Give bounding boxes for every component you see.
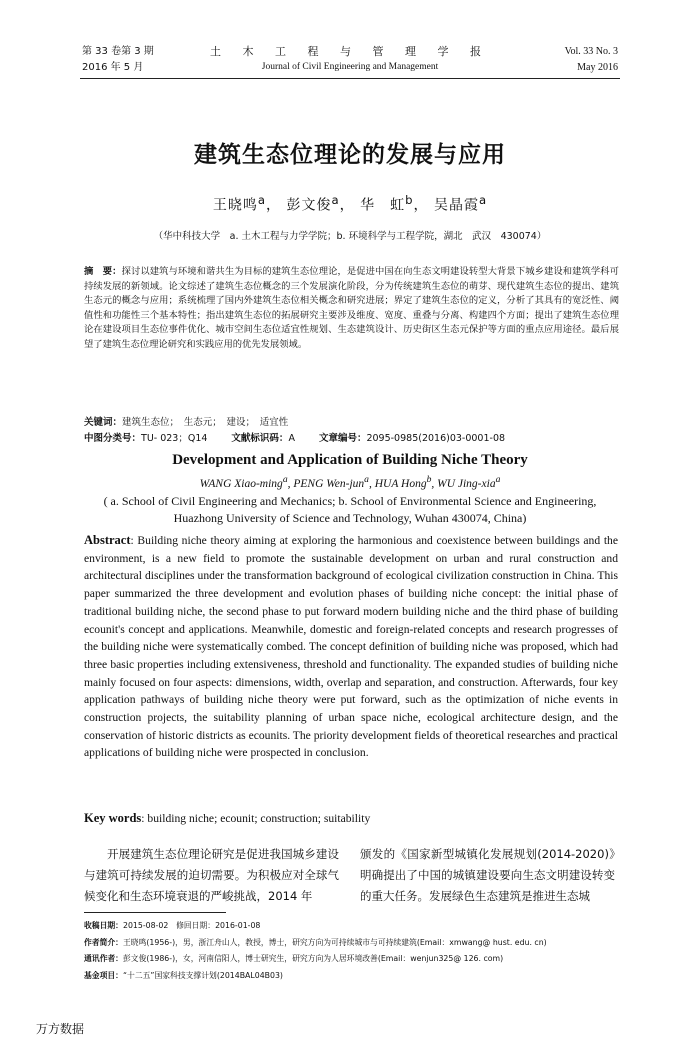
- footnotes: [84, 918, 644, 984]
- author-affil-mark: a: [331, 193, 340, 207]
- author-affil-mark: b: [426, 474, 432, 485]
- paper-title-zh: 建筑生态位理论的发展与应用: [194, 142, 506, 168]
- abstract-en: [84, 532, 618, 762]
- footnote-text: 彭文俊(1986-)，女，河南信阳人，博士研究生，研究方向为人居环境改善(Email：wenjun325@ 126. com): [122, 954, 504, 963]
- clc-value: TU- 023；Q14: [141, 433, 208, 444]
- authors-zh: [0, 193, 700, 215]
- journal-name-zh: 土 木 工 程 与 管 理 学 报: [210, 45, 490, 58]
- paper-title-en: Development and Application of Building Niche Theory: [172, 452, 528, 468]
- author-name: 王晓鸣: [212, 197, 258, 214]
- body-column-right: 颁发的《国家新型城镇化发展规划(2014-2020)》明确提出了中国的城镇建设要向生态文明建设转变的重大任务。发展绿色生态建筑是推进生态城: [360, 847, 615, 903]
- body-column-left: 开展建筑生态位理论研究是促进我国城乡建设与建筑可持续发展的迫切需要。为积极应对全球气候变化和生态环境衰退的严峻挑战，2014 年: [84, 847, 339, 903]
- volume-issue-zh: 第 33 卷第 3 期: [82, 46, 154, 57]
- footnote-divider: [84, 912, 226, 913]
- watermark: 万方数据: [36, 1022, 85, 1036]
- article-id-value: 2095-0985(2016)03-0001-08: [366, 433, 506, 444]
- article-id-label: 文章编号：: [318, 433, 367, 444]
- footnote-text: 2015-08-02 修回日期：2016-01-08: [122, 921, 261, 930]
- abstract-label-en: Abstract: [84, 533, 131, 547]
- authors-en: [0, 474, 700, 490]
- date-en: May 2016: [577, 62, 618, 73]
- footnote-funding: [84, 968, 644, 985]
- keywords-en: [84, 811, 618, 826]
- header-divider: [80, 78, 620, 79]
- author-affil-mark: a: [495, 474, 501, 485]
- footnote-label: 作者简介：: [84, 937, 123, 947]
- author-affil-mark: a: [257, 193, 267, 207]
- header-volume-en: [565, 44, 618, 76]
- journal-name-en: Journal of Civil Engineering and Management: [261, 62, 439, 72]
- author-separator: ,: [368, 477, 375, 490]
- author-name-en: WANG Xiao-ming: [199, 477, 283, 490]
- keywords-text-zh: 建筑生态位； 生态元； 建设； 适宜性: [122, 417, 289, 428]
- keywords-zh: [84, 414, 619, 428]
- author-name-en: PENG Wen-jun: [293, 477, 365, 490]
- classification-line: [84, 430, 644, 444]
- doc-code-label: 文献标识码：: [231, 433, 289, 444]
- footnote-text: “十二五”国家科技支撑计划(2014BAL04B03): [122, 970, 283, 980]
- date-zh: 2016 年 5 月: [82, 62, 144, 73]
- author-affil-mark: a: [478, 193, 488, 207]
- author-separator: ，: [339, 197, 355, 214]
- abstract-text-en: : Building niche theory aiming at exploring the harmonious and coexistence between buildings and the environment, is a new field to promote the sustainable development on urban and rural construction and architectural disciplines under the transformation background of ecological civilization construction in China. This paper summarized the three development and evolution phases of building niche concept: the initial phase of traditional building niche, the second phase to put forward modern building niche and the third phase of building ecounit's concept and applications. Meanwhile, domestic and foreign-related concepts and research progresses of the building niche were systematically combed. The concept definition of building niche was proposed, which had three basic properties including extensiveness, threshold and functionality. The expanded studies of building niche mainly focused on four aspects: dimensions, width, overlap and separation, and construction. Afterwards, four key application pathways of building niche theory were put forward, such as the optimization of niche events in construction projects, the suitability planning of urban space niche, ecological architecture design, and the conservation of historic districts as ecounits. The priority development fields of theoretical researches and practical applications of building niche were prospected in conclusion.: [84, 534, 618, 760]
- footnote-corresponding: [84, 951, 644, 968]
- doc-code-value: A: [288, 433, 295, 444]
- author-name: 吴晶霞: [433, 197, 479, 214]
- author-separator: ,: [431, 477, 438, 490]
- author-separator: ,: [287, 477, 294, 490]
- abstract-text-zh: 探讨以建筑与环境和谐共生为目标的建筑生态位理论，是促进中国在向生态文明建设转型大背景下城乡建设和建筑学科可持续发展的新领域。论文综述了建筑生态位概念的三个发展演化阶段，分为传统建筑生态位的萌芽、现代建筑生态位的提出、建筑生态元的概念与应用；系统梳理了国内外建筑生态位相关概念和研究进展；界定了建筑生态位的定义，分析了其具有的宽泛性、阈值性和功能性三个基本特性；指出建筑生态位的拓展研究主要涉及维度、宽度、重叠与分离、构建四个方面；提出了建筑生态位理论在建设项目生态位事件优化、城市空间生态位适宜性规划、生态建筑设计、历史街区生态元保护等方面的重点应用途径。最后展望了建筑生态位理论研究和实践应用的优先发展领域。: [84, 266, 619, 350]
- author-name: 彭文俊: [286, 197, 332, 214]
- footnote-received: [84, 918, 644, 935]
- footnote-label: 收稿日期：: [84, 921, 123, 930]
- abstract-zh: [84, 265, 619, 353]
- author-affil-mark: a: [282, 474, 288, 485]
- author-affil-mark: b: [405, 193, 414, 207]
- volume-issue-en: Vol. 33 No. 3: [564, 46, 618, 57]
- keywords-label-zh: 关键词：: [84, 417, 123, 428]
- footnote-author-bio: [84, 935, 644, 952]
- author-name: 华 虹: [360, 197, 406, 214]
- author-name-en: WU Jing-xia: [437, 477, 496, 490]
- clc-label: 中图分类号：: [84, 433, 142, 444]
- footnote-text: 王晓鸣(1956-)，男，浙江舟山人，教授，博士，研究方向为可持续城市与可持续建筑(Email：xmwang@ hust. edu. cn): [122, 937, 547, 947]
- abstract-label-zh: 摘 要：: [84, 266, 122, 277]
- author-separator: ，: [266, 197, 282, 214]
- affiliation-zh: （华中科技大学 a. 土木工程与力学学院；b. 环境科学与工程学院，湖北 武汉 430074）: [153, 231, 547, 242]
- keywords-label-en: Key words: [84, 811, 142, 825]
- author-separator: ，: [413, 197, 429, 214]
- author-affil-mark: a: [364, 474, 369, 485]
- footnote-label: 基金项目：: [84, 970, 123, 980]
- keywords-text-en: : building niche; ecounit; construction; suitability: [141, 812, 371, 825]
- footnote-label: 通讯作者：: [84, 954, 123, 963]
- author-name-en: HUA Hong: [374, 477, 427, 490]
- affiliation-en: ( a. School of Civil Engineering and Mechanics; b. School of Environmental Science and Engineering, Huazhong University of Science and Technology, Wuhan 430074, China): [103, 494, 597, 525]
